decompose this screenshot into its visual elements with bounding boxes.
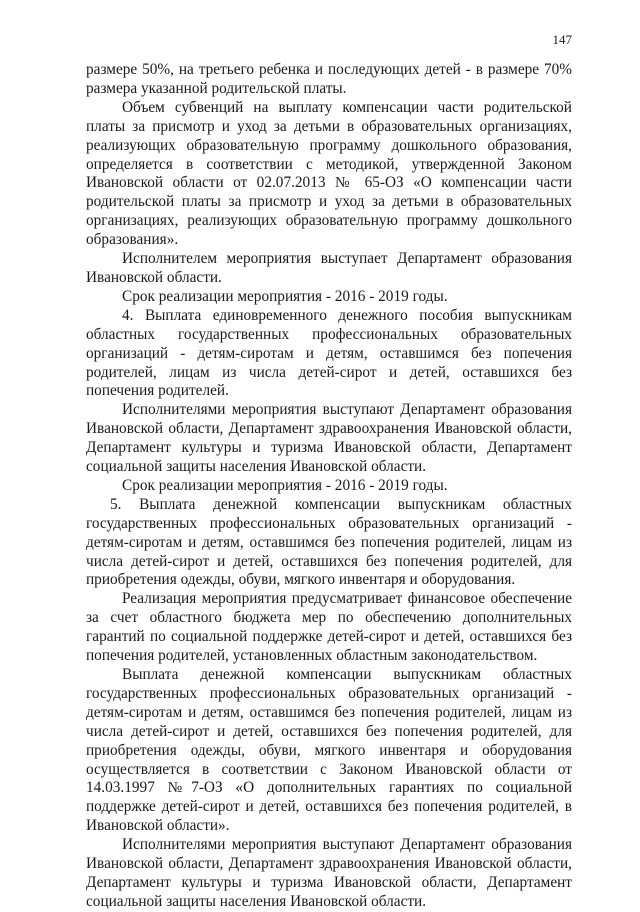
paragraph-executor: Исполнителем мероприятия выступает Департамент образования Ивановской области. xyxy=(86,250,572,286)
page-number: 147 xyxy=(552,32,572,47)
paragraph-implementation: Реализация мероприятия предусматривает финансовое обеспечение за счет областного бюджета мер по обеспечению дополнительных гарантий по социальной поддержке детей-сирот и детей, оставшихся без попечения родителей, установленных областным законодательством. xyxy=(86,590,572,665)
paragraph-term: Срок реализации мероприятия - 2016 - 2019 годы. xyxy=(122,476,448,494)
paragraph-item-4: 4. Выплата единовременного денежного пособия выпускникам областных государственных профессиональных образовательных организаций - детям-сиротам и детям, оставшимся без попечения родителей, лицам из числа детей-сирот и детей, оставшихся без попечения родителей. xyxy=(86,306,572,400)
paragraph-continuation: размере 50%, на третьего ребенка и последующих детей - в размере 70% размера указанной родительской платы. xyxy=(86,61,572,97)
paragraph-executors: Исполнителями мероприятия выступают Департамент образования Ивановской области, Департамент здравоохранения Ивановской области, Департамент культуры и туризма Ивановской области, Департамент социальной защиты населения Ивановской области. xyxy=(86,401,572,476)
paragraph-compensation-payment: Выплата денежной компенсации выпускникам областных государственных профессиональных образовательных организаций - детям-сиротам и детям, оставшимся без попечения родителей, лицам из числа детей-сирот и детей, оставшихся без попечения родителей, для приобретения одежды, обуви, мягкого инвентаря и оборудования осуществляется в соответствии с Законом Ивановской области от 14.03.1997 №7-ОЗ «О дополнительных гарантиях по социальной поддержке детей-сирот и детей, оставшихся без попечения родителей, в Ивановской области». xyxy=(86,666,572,835)
paragraph-term: Срок реализации мероприятия - 2016 - 2019 годы. xyxy=(122,287,448,305)
paragraph-item-5: 5. Выплата денежной компенсации выпускникам областных государственных профессиональных образовательных организаций - детям-сиротам и детям, оставшимся без попечения родителей, лицам из числа детей-сирот и детей, оставшихся без попечения родителей, для приобретения одежды, обуви, мягкого инвентаря и оборудования. xyxy=(86,495,572,589)
document-body xyxy=(86,61,572,912)
paragraph-subvention-volume: Объем субвенций на выплату компенсации части родительской платы за присмотр и уход за детьми в образовательных организациях, реализующих образовательную программу дошкольного образования, определяется в соответствии с методикой, утвержденной Законом Ивановской области от 02.07.2013 № 65-ОЗ «О компенсации части родительской платы за присмотр и уход за детьми в образовательных организациях, реализующих образовательную программу дошкольного образования». xyxy=(86,98,572,249)
paragraph-executors: Исполнителями мероприятия выступают Департамент образования Ивановской области, Департамент здравоохранения Ивановской области, Департамент культуры и туризма Ивановской области, Департамент социальной защиты населения Ивановской области. xyxy=(86,836,572,910)
